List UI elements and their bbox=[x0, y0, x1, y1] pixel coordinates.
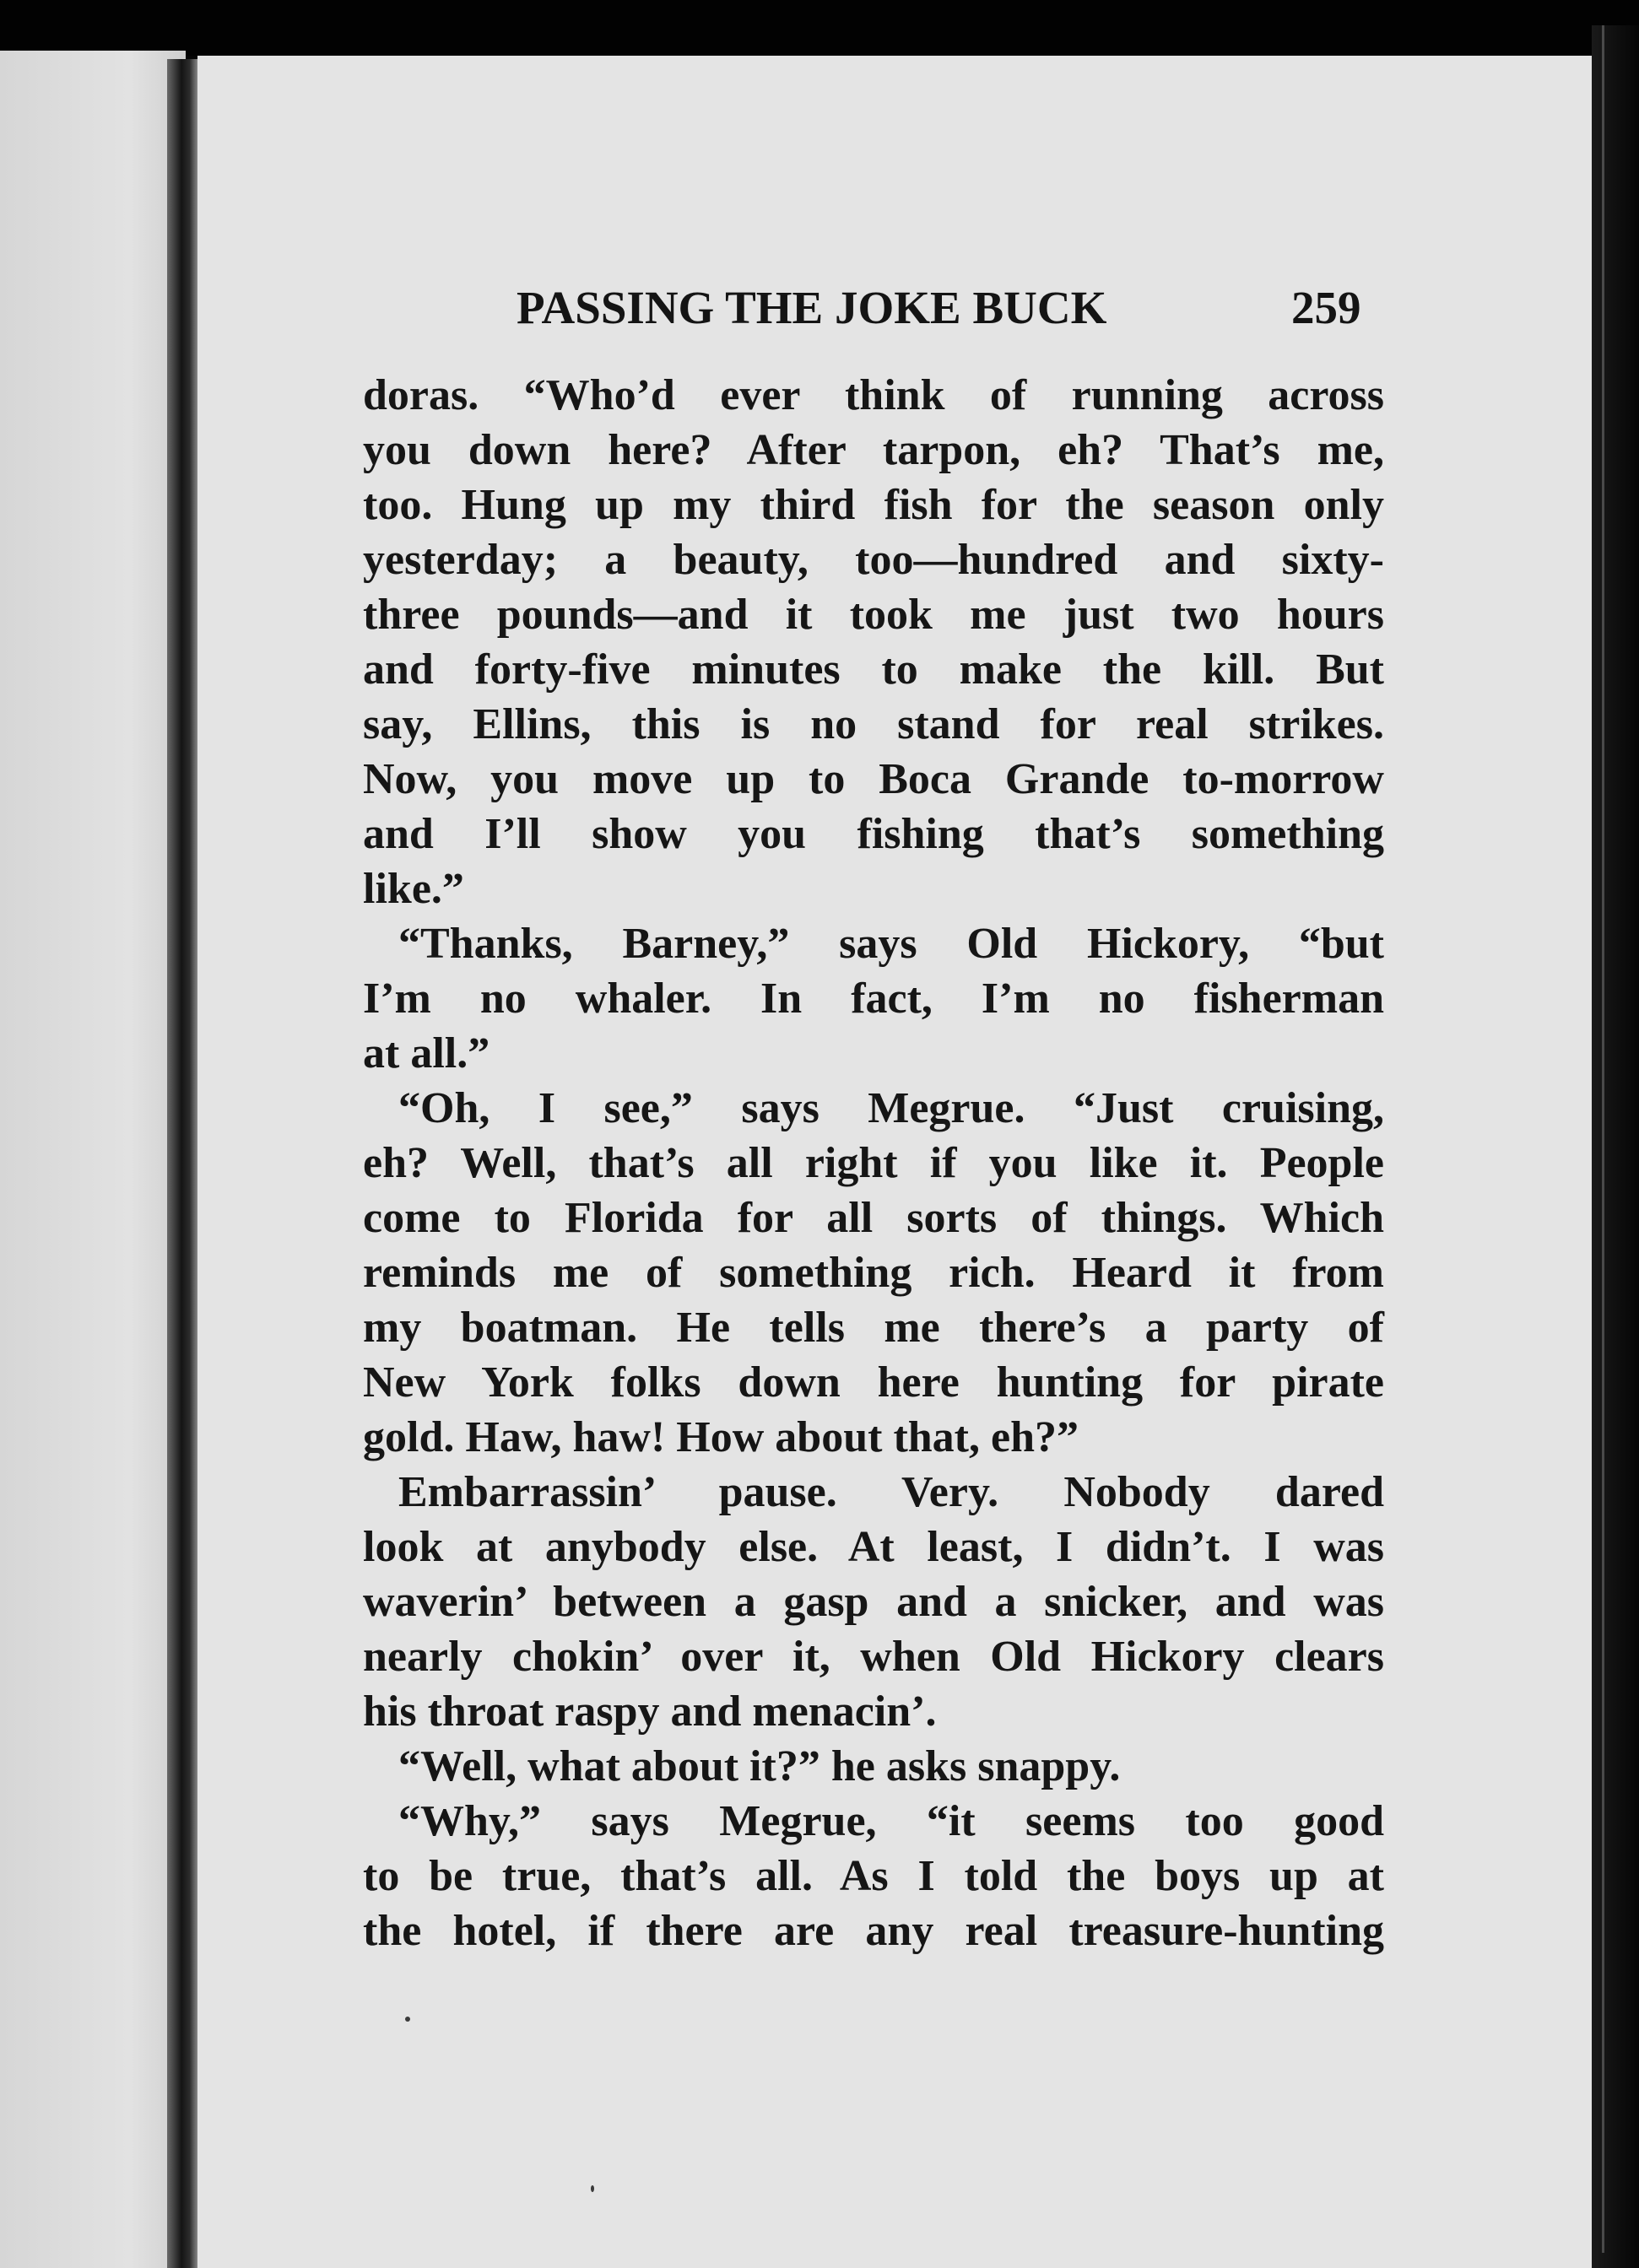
running-head: PASSING THE JOKE BUCK bbox=[517, 282, 1107, 333]
text-line: reminds me of something rich. Heard it from bbox=[363, 1249, 1384, 1297]
text-line: waverin’ between a gasp and a snicker, and was bbox=[363, 1578, 1384, 1626]
page-number: 259 bbox=[1291, 282, 1361, 333]
scan-right-border bbox=[1592, 25, 1639, 2268]
text-line: “Oh, I see,” says Megrue. “Just cruising, bbox=[398, 1084, 1384, 1132]
text-line: Now, you move up to Boca Grande to-morrow bbox=[363, 755, 1384, 803]
scan-speck bbox=[405, 2017, 410, 2022]
text-line: three pounds—and it took me just two hours bbox=[363, 591, 1384, 639]
text-line: New York folks down here hunting for pirate bbox=[363, 1358, 1384, 1407]
text-line: doras. “Who’d ever think of running across bbox=[363, 371, 1384, 419]
text-line: like.” bbox=[363, 865, 464, 913]
text-line: you down here? After tarpon, eh? That’s me, bbox=[363, 426, 1384, 474]
text-line: “Well, what about it?” he asks snappy. bbox=[398, 1742, 1121, 1790]
body-text bbox=[363, 368, 1384, 1958]
text-line: “Why,” says Megrue, “it seems too good bbox=[398, 1797, 1384, 1845]
text-line: and I’ll show you fishing that’s something bbox=[363, 810, 1384, 858]
scan-speck bbox=[591, 2185, 594, 2192]
left-page-edge bbox=[0, 51, 186, 2268]
text-line: Embarrassin’ pause. Very. Nobody dared bbox=[398, 1468, 1384, 1516]
text-line: I’m no whaler. In fact, I’m no fisherman bbox=[363, 975, 1384, 1023]
text-line: look at anybody else. At least, I didn’t. I was bbox=[363, 1523, 1384, 1571]
text-line: and forty-five minutes to make the kill. But bbox=[363, 645, 1384, 694]
text-line: gold. Haw, haw! How about that, eh?” bbox=[363, 1413, 1079, 1461]
page-stack-edge bbox=[1602, 25, 1604, 2253]
scan-top-border bbox=[0, 0, 1639, 56]
text-line: eh? Well, that’s all right if you like it. People bbox=[363, 1139, 1384, 1187]
text-line: at all.” bbox=[363, 1029, 490, 1077]
text-line: nearly chokin’ over it, when Old Hickory clears bbox=[363, 1633, 1384, 1681]
text-line: the hotel, if there are any real treasure-hunting bbox=[363, 1907, 1384, 1955]
book-gutter bbox=[167, 59, 199, 2268]
text-line: say, Ellins, this is no stand for real strikes. bbox=[363, 700, 1384, 748]
text-line: too. Hung up my third fish for the season only bbox=[363, 481, 1384, 529]
text-line: come to Florida for all sorts of things. Which bbox=[363, 1194, 1384, 1242]
text-line: “Thanks, Barney,” says Old Hickory, “but bbox=[398, 920, 1384, 968]
text-line: yesterday; a beauty, too—hundred and sixty- bbox=[363, 536, 1384, 584]
text-line: to be true, that’s all. As I told the boys up at bbox=[363, 1852, 1384, 1900]
text-line: my boatman. He tells me there’s a party of bbox=[363, 1304, 1384, 1352]
text-line: his throat raspy and menacin’. bbox=[363, 1688, 937, 1736]
